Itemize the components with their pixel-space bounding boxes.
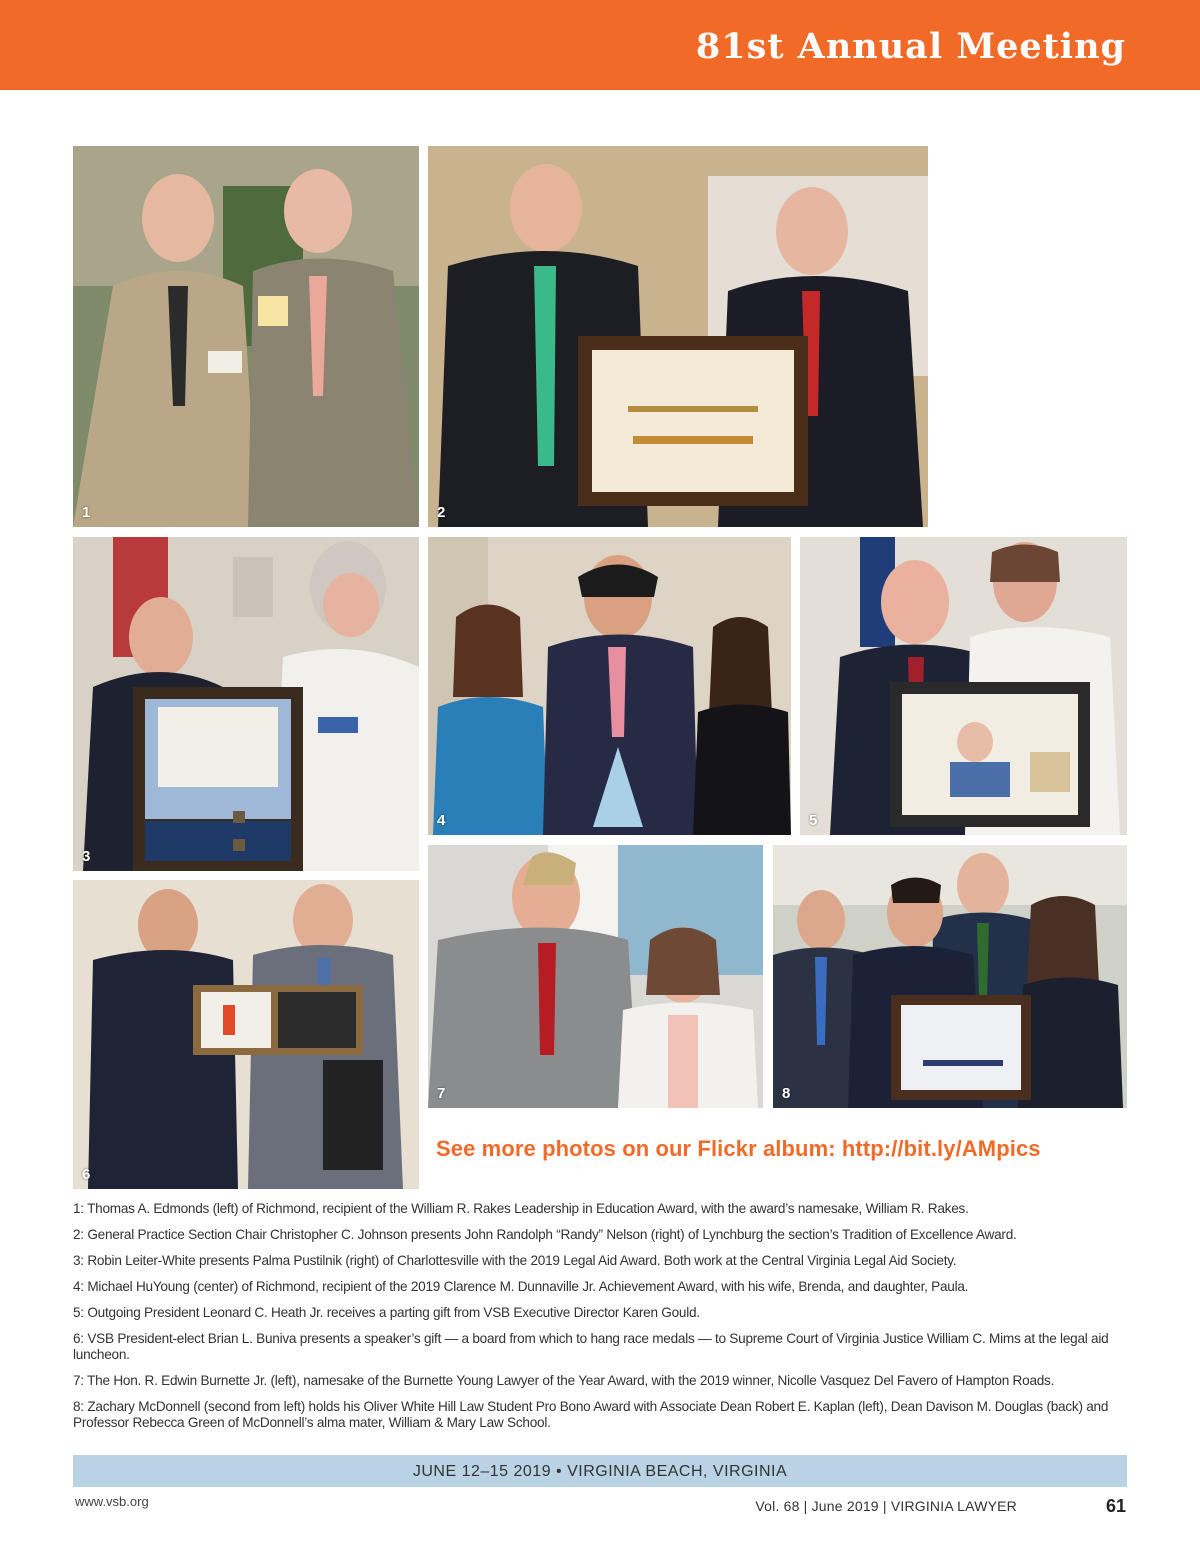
caption: 8: Zachary McDonnell (second from left) holds his Oliver White Hill Law Student Pro Bono Award with Associate Dean Robert E. Kaplan (left), Dean Davison M. Douglas (back) and Professor Rebecca Green of McDonnell’s alma mater, William & Mary Law School.	[73, 1399, 1109, 1430]
photo-3-image	[73, 537, 419, 871]
event-banner	[73, 1455, 1127, 1487]
photo-number: 3	[82, 848, 91, 865]
photo-8	[773, 845, 1127, 1108]
photo-4-image	[428, 537, 791, 835]
event-banner-text: JUNE 12–15 2019 • VIRGINIA BEACH, VIRGINIA	[412, 1463, 788, 1480]
photo-number: 2	[437, 504, 446, 521]
photo-captions	[73, 1201, 1127, 1441]
caption: 7: The Hon. R. Edwin Burnette Jr. (left), namesake of the Burnette Young Lawyer of the Year Award, with the 2019 winner, Nicolle Vasquez Del Favero of Hampton Roads.	[73, 1373, 1055, 1388]
flickr-link[interactable]: See more photos on our Flickr album: http://bit.ly/AMpics	[436, 1136, 1041, 1161]
photo-1-image	[73, 146, 419, 527]
photo-number: 5	[809, 812, 818, 829]
photo-7	[428, 845, 763, 1108]
photo-5	[800, 537, 1127, 835]
photo-number: 8	[782, 1085, 791, 1102]
photo-number: 6	[82, 1166, 91, 1183]
photo-6	[73, 880, 419, 1189]
issue-info: Vol. 68 | June 2019 | VIRGINIA LAWYER	[755, 1498, 1017, 1514]
caption: 3: Robin Leiter-White presents Palma Pustilnik (right) of Charlottesville with the 2019 Legal Aid Award. Both work at the Central Virginia Legal Aid Society.	[73, 1253, 957, 1268]
website-link[interactable]: www.vsb.org	[75, 1494, 149, 1509]
photo-number: 7	[437, 1085, 446, 1102]
caption: 2: General Practice Section Chair Christopher C. Johnson presents John Randolph “Randy” Nelson (right) of Lynchburg the section’s Tradition of Excellence Award.	[73, 1227, 1017, 1242]
caption: 1: Thomas A. Edmonds (left) of Richmond, recipient of the William R. Rakes Leadership in Education Award, with the award’s namesake, William R. Rakes.	[73, 1201, 969, 1216]
caption: 5: Outgoing President Leonard C. Heath Jr. receives a parting gift from VSB Executive Director Karen Gould.	[73, 1305, 700, 1320]
caption: 6: VSB President-elect Brian L. Buniva presents a speaker’s gift — a board from which to hang race medals — to Supreme Court of Virginia Justice William C. Mims at the legal aid luncheon.	[73, 1331, 1109, 1362]
photo-7-image	[428, 845, 763, 1108]
caption: 4: Michael HuYoung (center) of Richmond, recipient of the 2019 Clarence M. Dunnaville Jr. Achievement Award, with his wife, Brenda, and daughter, Paula.	[73, 1279, 969, 1294]
photo-number: 4	[437, 812, 446, 829]
section-title: 81st Annual Meeting	[695, 26, 1126, 67]
page-header	[0, 0, 1200, 90]
photo-number: 1	[82, 504, 91, 521]
photo-6-image	[73, 880, 419, 1189]
photo-2-image	[428, 146, 928, 527]
photo-1	[73, 146, 419, 527]
photo-8-image	[773, 845, 1127, 1108]
photo-5-image	[800, 537, 1127, 835]
photo-2	[428, 146, 928, 527]
photo-4	[428, 537, 791, 835]
page-number: 61	[1105, 1496, 1126, 1516]
photo-3	[73, 537, 419, 871]
